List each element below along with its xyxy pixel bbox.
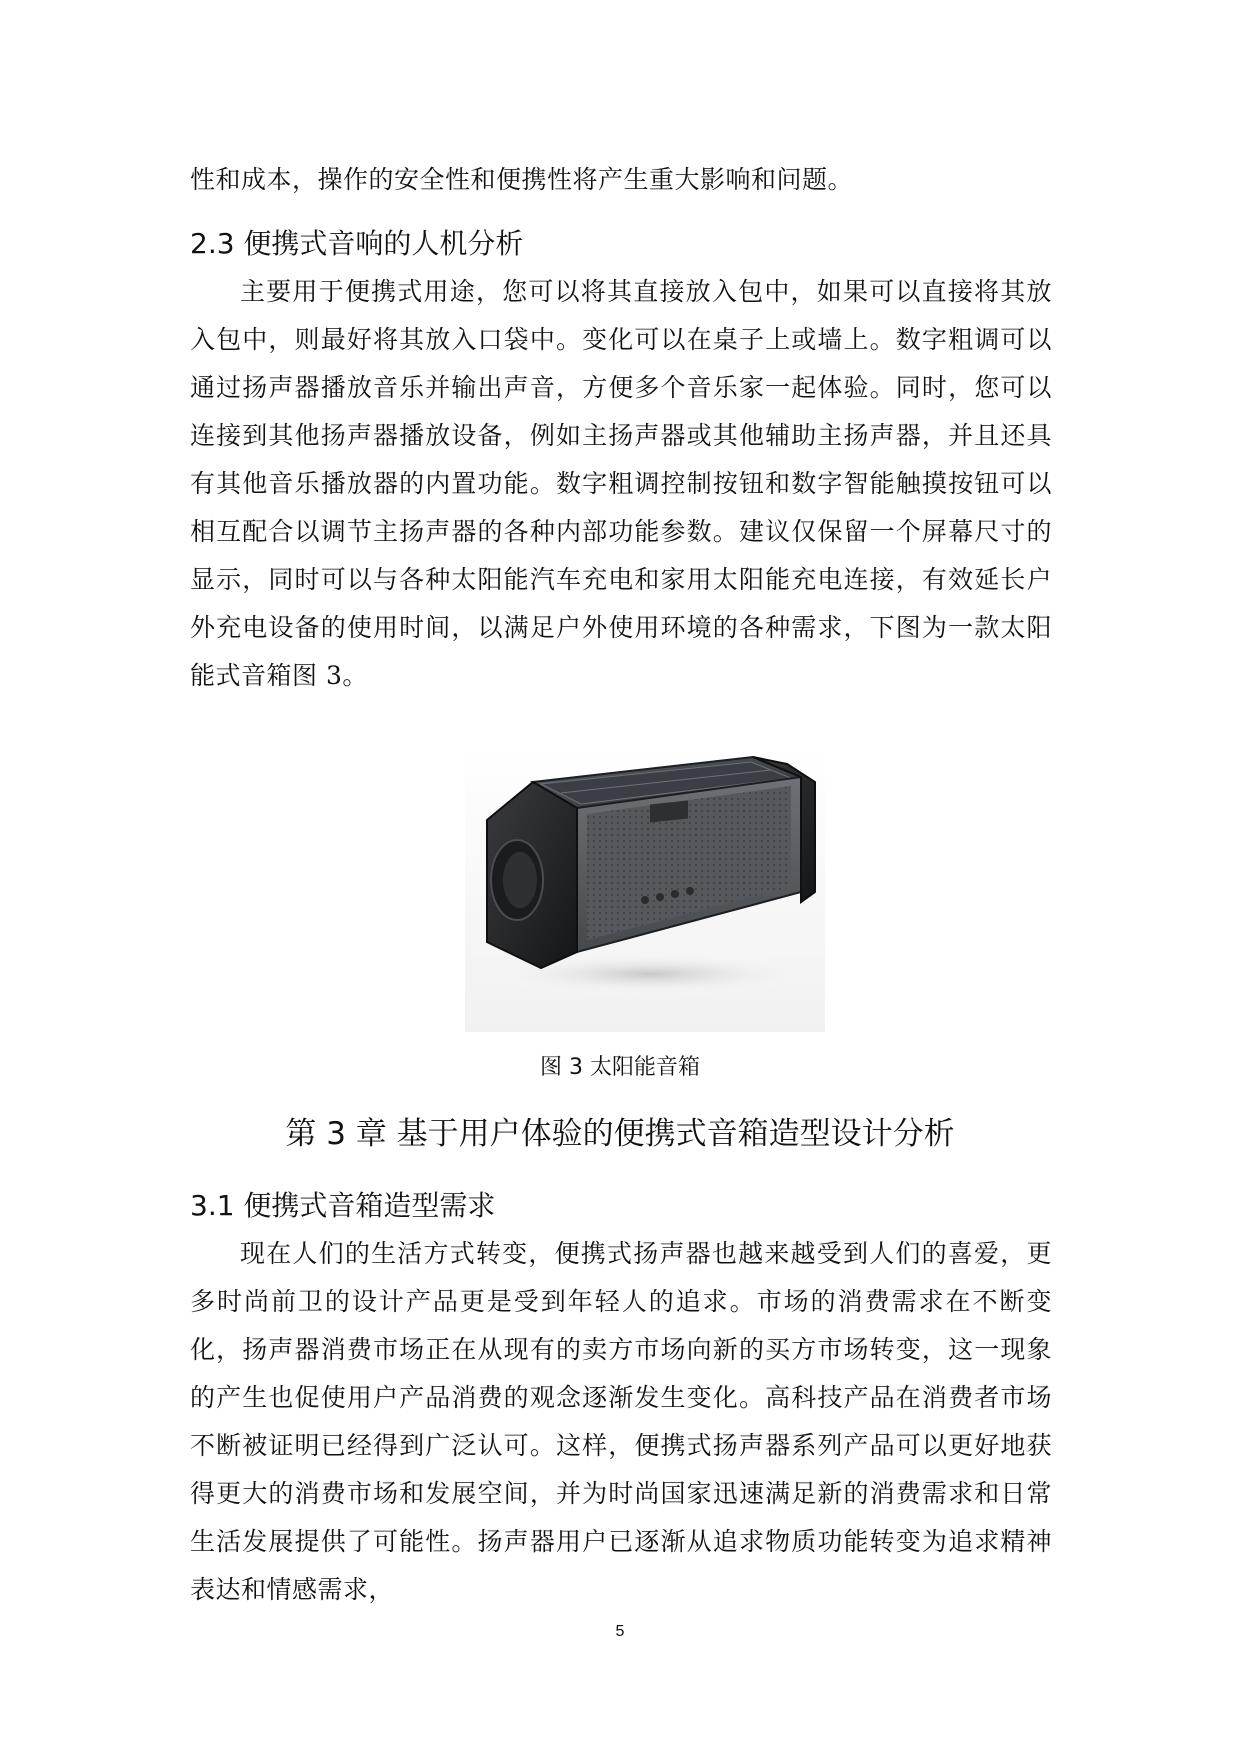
section-2-3-body <box>190 268 1052 700</box>
figure-caption: 图 3 太阳能音箱 <box>540 1055 700 1080</box>
top-text-block <box>190 156 1052 204</box>
solar-speaker-image <box>465 742 825 1032</box>
page-number: 5 <box>615 1623 625 1640</box>
section-2-3-heading: 2.3 便携式音响的人机分析 <box>190 227 524 260</box>
chapter-3-title: 第 3 章 基于用户体验的便携式音箱造型设计分析 <box>285 1116 955 1152</box>
section-3-1-body <box>190 1230 1052 1614</box>
section-3-1-heading: 3.1 便携式音箱造型需求 <box>190 1189 496 1222</box>
section-2-3-paragraph: 主要用于便携式用途，您可以将其直接放入包中，如果可以直接将其放入包中，则最好将其放入口袋中。变化可以在桌子上或墙上。数字粗调可以通过扬声器播放音乐并输出声音，方便多个音乐家一起体验。同时，您可以连接到其他扬声器播放设备，例如主扬声器或其他辅助主扬声器，并且还具有其他音乐播放器的内置功能。数字粗调控制按钮和数字智能触摸按钮可以相互配合以调节主扬声器的各种内部功能参数。建议仅保留一个屏幕尺寸的显示，同时可以与各种太阳能汽车充电和家用太阳能充电连接，有效延长户外充电设备的使用时间，以满足户外使用环境的各种需求，下图为一款太阳能式音箱图 3。 <box>190 277 1052 690</box>
continuation-paragraph: 性和成本，操作的安全性和便携性将产生重大影响和问题。 <box>190 165 854 194</box>
section-3-1-paragraph: 现在人们的生活方式转变，便携式扬声器也越来越受到人们的喜爱，更多时尚前卫的设计产品更是受到年轻人的追求。市场的消费需求在不断变化，扬声器消费市场正在从现有的卖方市场向新的买方市场转变，这一现象的产生也促使用户产品消费的观念逐渐发生变化。高科技产品在消费者市场不断被证明已经得到广泛认可。这样，便携式扬声器系列产品可以更好地获得更大的消费市场和发展空间，并为时尚国家迅速满足新的消费需求和日常生活发展提供了可能性。扬声器用户已逐渐从追求物质功能转变为追求精神表达和情感需求， <box>190 1239 1052 1604</box>
